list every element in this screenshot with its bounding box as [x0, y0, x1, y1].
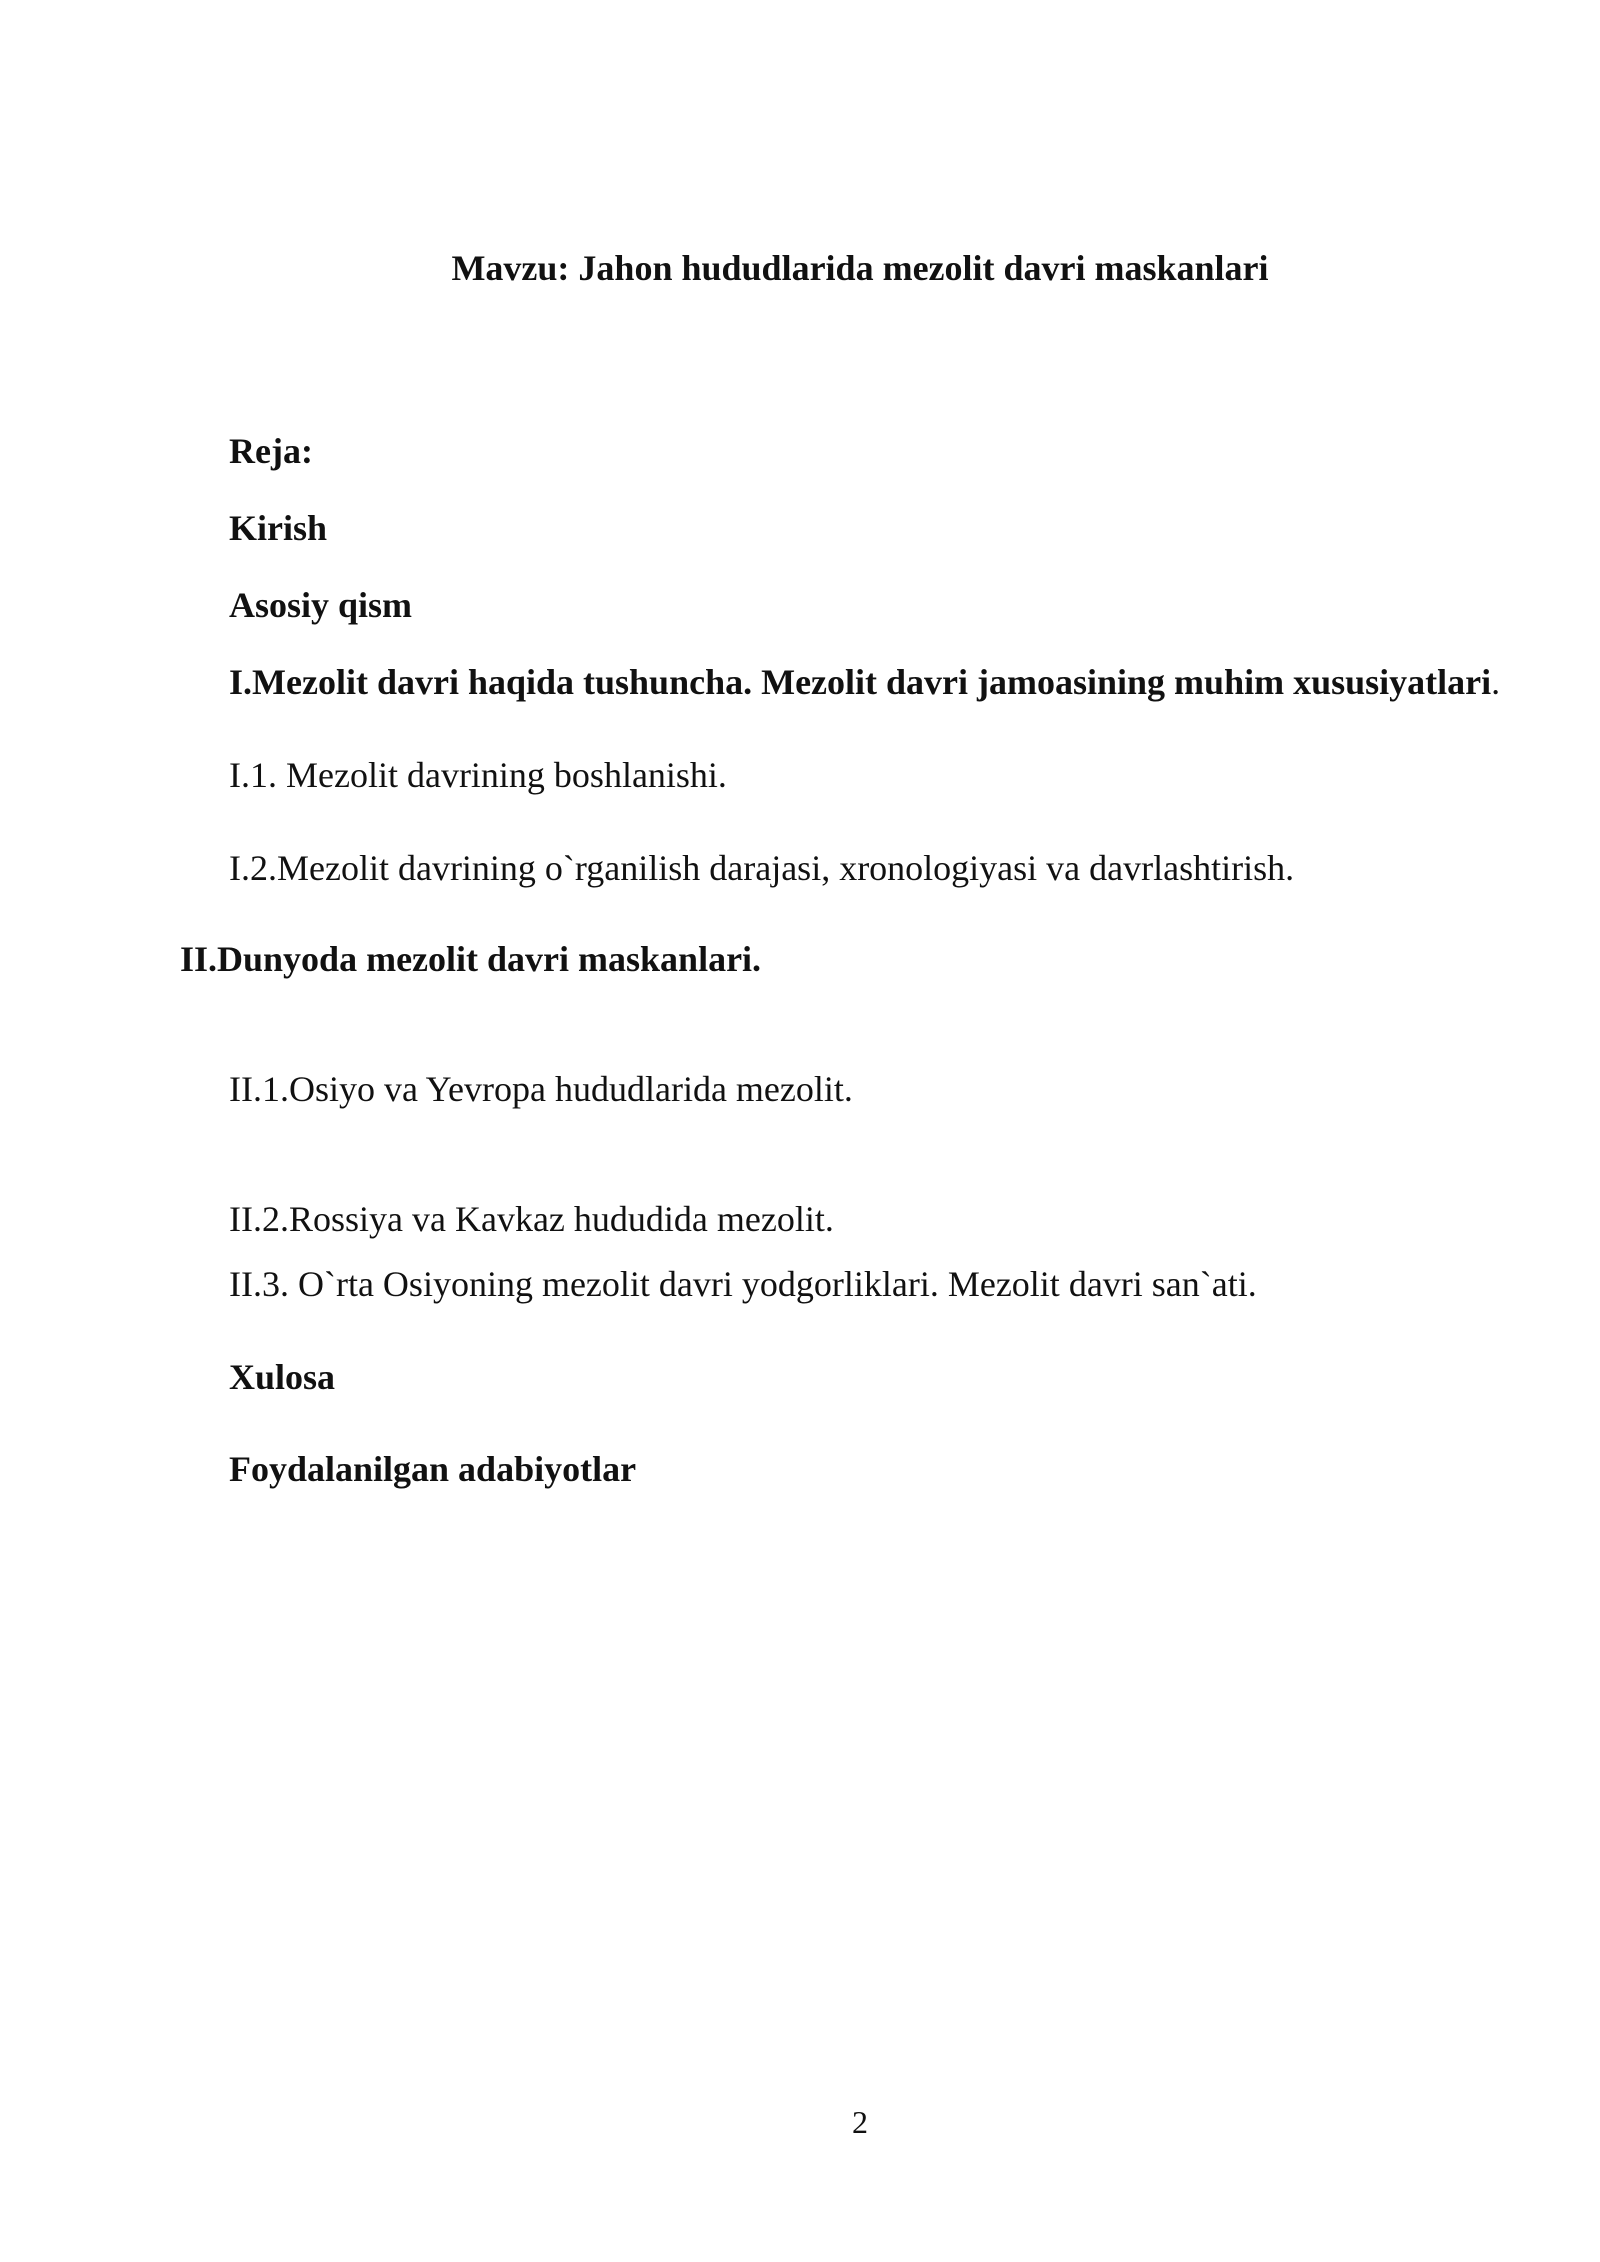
main-part-heading: Asosiy qism — [229, 585, 413, 625]
page-title: Mavzu: Jahon hududlarida mezolit davri maskanlari — [451, 248, 1269, 288]
references-heading: Foydalanilgan adabiyotlar — [229, 1449, 637, 1489]
conclusion-heading: Xulosa — [229, 1357, 336, 1397]
section-2-heading: II.Dunyoda mezolit davri maskanlari. — [180, 939, 762, 979]
plan-heading: Reja: — [229, 431, 313, 471]
section-1-heading-line — [229, 660, 1500, 704]
section-2-item-2: II.2.Rossiya va Kavkaz hududida mezolit. — [229, 1199, 834, 1239]
section-1-heading-period: . — [1491, 662, 1501, 702]
section-2-item-1: II.1.Osiyo va Yevropa hududlarida mezolit. — [229, 1069, 853, 1109]
page-number: 2 — [852, 2104, 868, 2140]
section-1-item-1: I.1. Mezolit davrining boshlanishi. — [229, 755, 727, 795]
section-1-heading: I.Mezolit davri haqida tushuncha. Mezolit davri jamoasining muhim xususiyatlari — [229, 662, 1492, 702]
section-2-item-3: II.3. O`rta Osiyoning mezolit davri yodgorliklari. Mezolit davri san`ati. — [229, 1264, 1257, 1304]
section-1-item-2: I.2.Mezolit davrining o`rganilish darajasi, xronologiyasi va davrlashtirish. — [229, 848, 1295, 888]
intro-heading: Kirish — [229, 508, 328, 548]
